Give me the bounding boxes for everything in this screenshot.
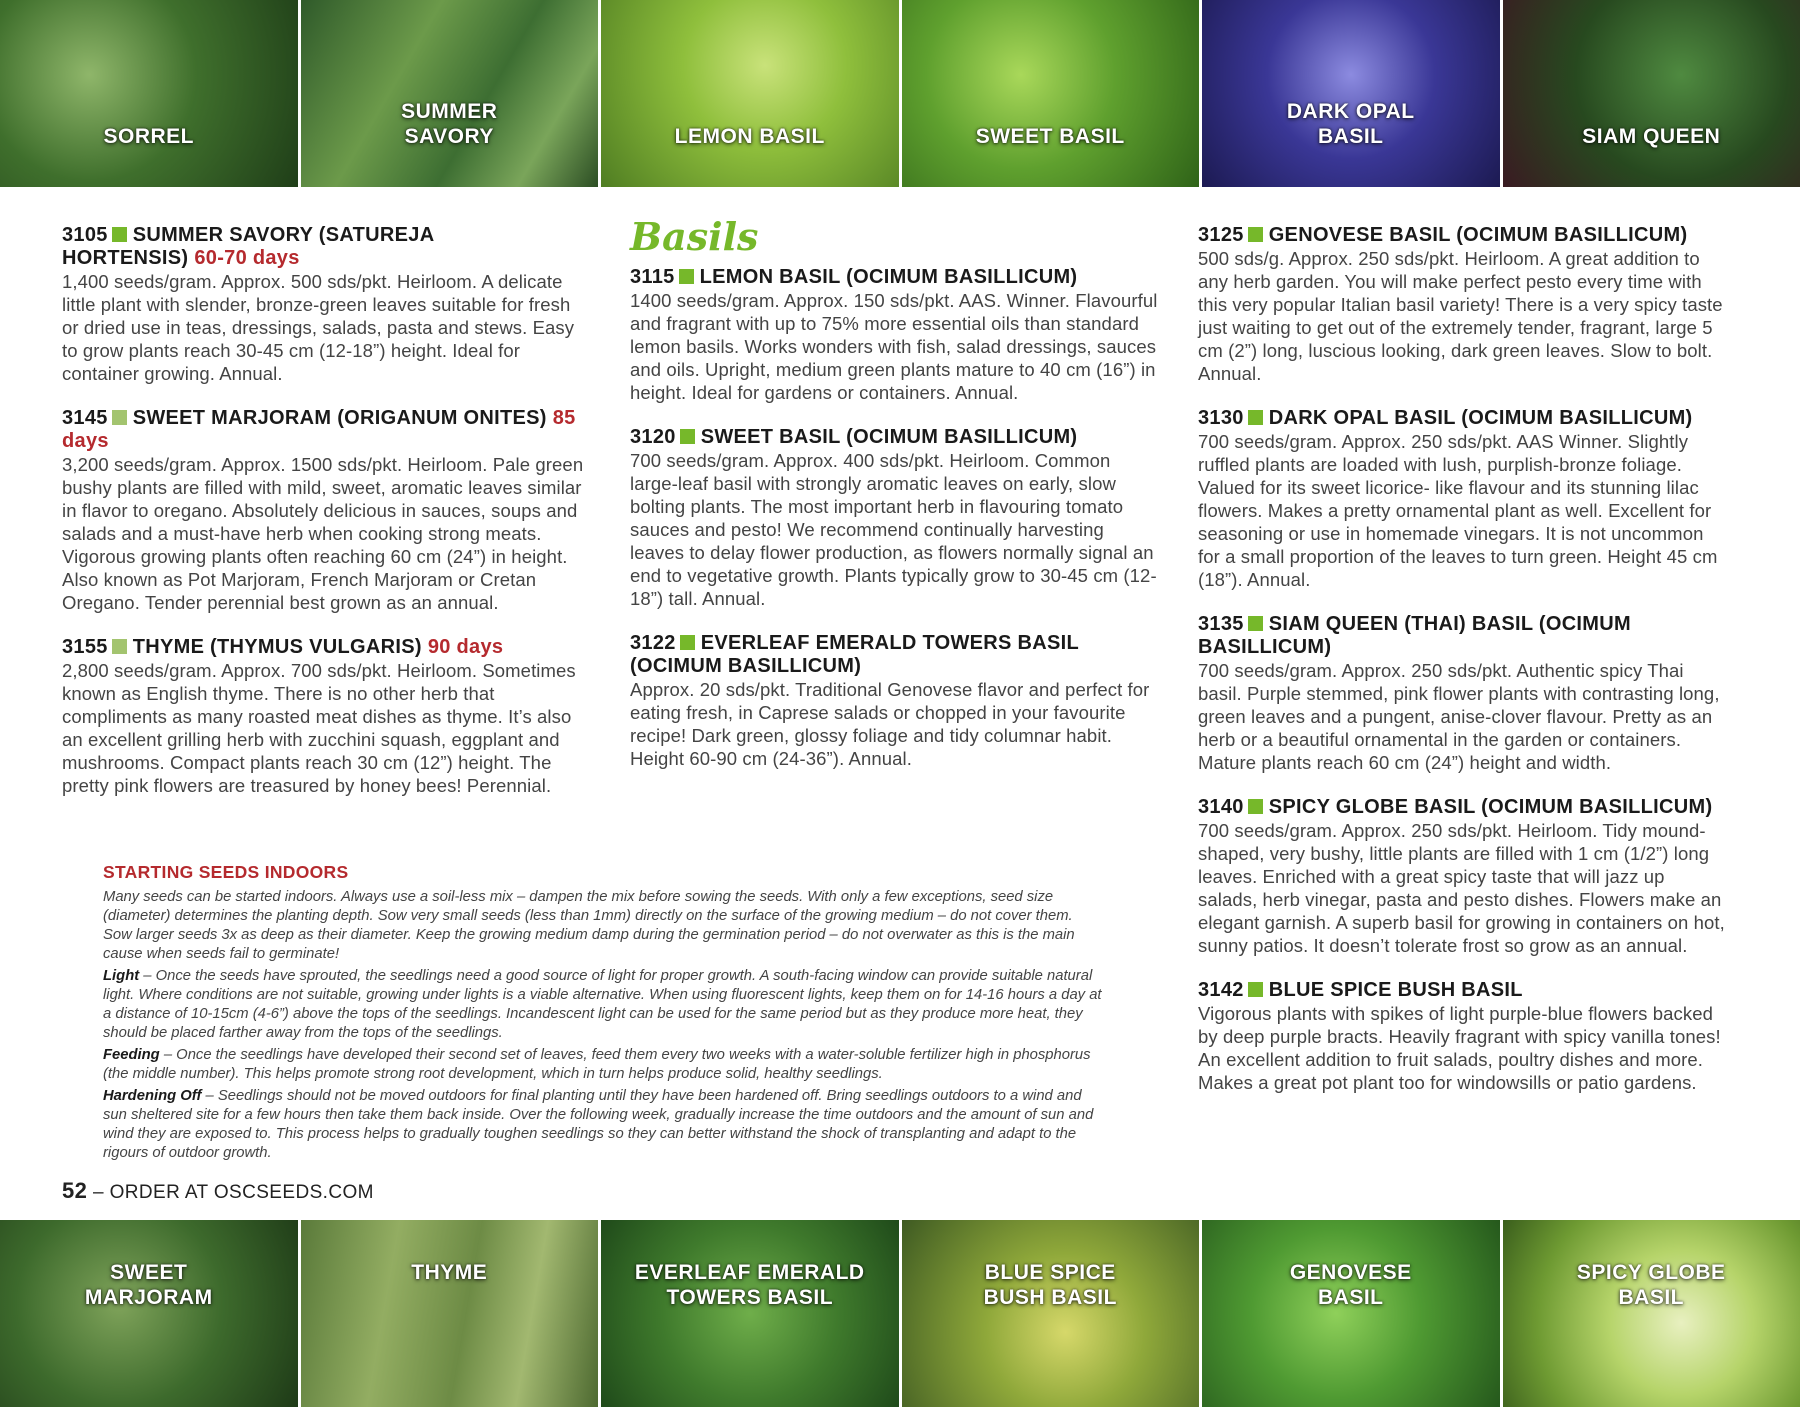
- product-3145: [62, 407, 592, 614]
- tips-title: STARTING SEEDS INDOORS: [103, 862, 349, 882]
- photo-caption: SIAM QUEEN: [1582, 125, 1721, 148]
- product-name: SWEET BASIL (OCIMUM BASILLICUM): [700, 426, 1078, 448]
- product-heading: [1198, 613, 1728, 659]
- square-bullet-icon: [112, 410, 127, 425]
- product-description: 700 seeds/gram. Approx. 250 sds/pkt. Heirloom. Tidy mound-shaped, very bushy, little plants are filled with 1 cm (1/2”) long leaves. Enriched with a great spicy taste that will jazz up salads, herb vinegar, pasta and pesto dishes. Flowers make an elegant garnish. A superb basil for growing in containers on hot, sunny patios. It doesn’t tolerate frost so grow as an annual.: [1198, 820, 1725, 956]
- tips-light: [103, 967, 1103, 1043]
- product-3115: [630, 266, 1160, 404]
- tips-feeding: [103, 1046, 1103, 1084]
- tips-hardening-text: – Seedlings should not be moved outdoors for final planting until they have been hardened off. Bring seedlings outdoors to a wind and sun sheltered site for a few hours then take them back inside. Over the following week, gradually increase the time outdoors and the amount of sun and wind they are exposed to. This process helps to gradually toughen seedlings so they can better withstand the shock of transplanting and adapt to the rigours of outdoor growth.: [103, 1088, 1094, 1161]
- photo-thyme: [301, 1220, 599, 1407]
- product-code: 3105: [62, 224, 108, 246]
- product-description: 1400 seeds/gram. Approx. 150 sds/pkt. AAS. Winner. Flavourful and fragrant with up to 75% more essential oils than standard lemon basils. Works wonders with fish, salad dressings, sauces and oils. Upright, medium green plants mature to 40 cm (16”) in height. Ideal for gardens or containers. Annual.: [630, 290, 1158, 403]
- tips-light-text: – Once the seeds have sprouted, the seedlings need a good source of light for proper growth. A south-facing window can provide suitable natural light. Where conditions are not suitable, growing under lights is a viable alternative. When using fluorescent lights, keep them on for 14-16 hours a day at a distance of 10-15cm (4-6”) above the tops of the seedlings. Incandescent light can be used for the same period but as they produce more heat, they should be placed farther away from the tops of the seedlings.: [103, 968, 1102, 1041]
- square-bullet-icon: [112, 227, 127, 242]
- photo-dark-opal-basil: [1202, 0, 1500, 187]
- photo-siam-queen: [1503, 0, 1800, 187]
- photo-caption: SPICY GLOBE BASIL: [1576, 1261, 1726, 1309]
- footer-dash: –: [87, 1182, 110, 1203]
- square-bullet-icon: [112, 639, 127, 654]
- product-code: 3142: [1198, 979, 1244, 1001]
- product-code: 3130: [1198, 407, 1244, 429]
- product-3105: [62, 224, 592, 385]
- bottom-photo-strip: [0, 1220, 1800, 1407]
- product-heading: [630, 426, 1160, 449]
- photo-sorrel: [0, 0, 298, 187]
- square-bullet-icon: [680, 429, 695, 444]
- photo-caption: GENOVESE BASIL: [1289, 1261, 1412, 1309]
- tips-feeding-text: – Once the seedlings have developed their second set of leaves, feed them every two weeks with a water-soluble fertilizer high in phosphorus (the middle number). This helps promote strong root development, which in turn helps produce solid, healthy seedlings.: [103, 1047, 1091, 1082]
- page-footer: [62, 1178, 374, 1204]
- product-heading: [1198, 224, 1728, 247]
- square-bullet-icon: [1248, 227, 1263, 242]
- product-code: 3115: [630, 266, 675, 288]
- product-3122: [630, 632, 1160, 770]
- photo-caption: SWEET BASIL: [975, 125, 1125, 148]
- product-heading: [1198, 407, 1728, 430]
- product-code: 3140: [1198, 796, 1244, 818]
- tips-hardening-label: Hardening Off: [103, 1088, 202, 1104]
- square-bullet-icon: [1248, 616, 1263, 631]
- product-description: 700 seeds/gram. Approx. 400 sds/pkt. Heirloom. Common large-leaf basil with strongly aromatic leaves on early, slow bolting plants. The most important herb in flavouring tomato sauces and pesto! We recommend continually harvesting leaves to delay flower production, as flowers normally signal an end to vegetative growth. Plants typically grow to 30-45 cm (12-18”) tall. Annual.: [630, 450, 1157, 609]
- square-bullet-icon: [1248, 799, 1263, 814]
- product-name: BLUE SPICE BUSH BASIL: [1268, 979, 1523, 1001]
- product-code: 3125: [1198, 224, 1244, 246]
- photo-spicy-globe-basil: [1503, 1220, 1800, 1407]
- product-description: Vigorous plants with spikes of light purple-blue flowers backed by deep purple bracts. Heavily fragrant with spicy vanilla tones! An excellent addition to fruit salads, poultry dishes and more. Makes a great pot plant too for windowsills or patio gardens.: [1198, 1003, 1721, 1093]
- top-photo-strip: [0, 0, 1800, 187]
- product-name: GENOVESE BASIL (OCIMUM BASILLICUM): [1268, 224, 1688, 246]
- product-name: DARK OPAL BASIL (OCIMUM BASILLICUM): [1268, 407, 1693, 429]
- product-heading: [630, 632, 1160, 678]
- product-description: 1,400 seeds/gram. Approx. 500 sds/pkt. Heirloom. A delicate little plant with slender, bronze-green leaves suitable for fresh or dried use in teas, dressings, salads, pasta and stews. Easy to grow plants reach 30-45 cm (12-18”) height. Ideal for container growing. Annual.: [62, 271, 575, 384]
- product-heading: [630, 266, 1160, 289]
- photo-caption: SORREL: [103, 125, 194, 148]
- product-code: 3155: [62, 636, 108, 658]
- product-description: 700 seeds/gram. Approx. 250 sds/pkt. AAS Winner. Slightly ruffled plants are loaded with lush, purplish-bronze foliage. Valued for its sweet licorice- like flavour and its stunning lilac flowers. Makes a pretty ornamental plant as well. Excellent for seasoning or use in homemade vinegars. It is not uncommon for a small proportion of the leaves to turn green. Height 45 cm (18”). Annual.: [1198, 431, 1718, 590]
- days-to-maturity: 90 days: [427, 636, 504, 658]
- product-description: 2,800 seeds/gram. Approx. 700 sds/pkt. Heirloom. Sometimes known as English thyme. There is no other herb that compliments as many roasted meat dishes as thyme. It’s also an excellent grilling herb with zucchini squash, eggplant and mushrooms. Compact plants reach 30 cm (12”) height. The pretty pink flowers are treasured by honey bees! Perennial.: [62, 660, 576, 796]
- photo-caption: BLUE SPICE BUSH BASIL: [983, 1261, 1117, 1309]
- photo-caption: THYME: [411, 1261, 488, 1284]
- photo-caption: LEMON BASIL: [674, 125, 825, 148]
- product-code: 3122: [630, 632, 676, 654]
- product-3130: [1198, 407, 1728, 591]
- section-title-basils: Basils: [630, 214, 759, 259]
- days-to-maturity: 60-70 days: [194, 247, 300, 269]
- square-bullet-icon: [1248, 410, 1263, 425]
- product-description: 3,200 seeds/gram. Approx. 1500 sds/pkt. Heirloom. Pale green bushy plants are filled with mild, sweet, aromatic leaves similar in flavor to oregano. Absolutely delicious in sauces, soups and salads and a must-have herb when cooking strong meats. Vigorous growing plants often reaching 60 cm (24”) in height. Also known as Pot Marjoram, French Marjoram or Cretan Oregano. Tender perennial best grown as an annual.: [62, 454, 584, 613]
- photo-lemon-basil: [601, 0, 899, 187]
- photo-sweet-basil: [902, 0, 1200, 187]
- tips-feeding-label: Feeding: [103, 1047, 160, 1063]
- product-code: 3145: [62, 407, 108, 429]
- photo-sweet-marjoram: [0, 1220, 298, 1407]
- starting-seeds-indoors-box: [103, 862, 1103, 1166]
- product-code: 3135: [1198, 613, 1244, 635]
- product-heading: [62, 636, 592, 659]
- product-name: SWEET MARJORAM (ORIGANUM ONITES): [132, 407, 547, 429]
- product-3140: [1198, 796, 1728, 957]
- photo-summer-savory: [301, 0, 599, 187]
- product-heading: [62, 224, 592, 270]
- product-3135: [1198, 613, 1728, 774]
- square-bullet-icon: [1248, 982, 1263, 997]
- product-code: 3120: [630, 426, 676, 448]
- photo-caption: SUMMER SAVORY: [401, 100, 498, 148]
- tips-hardening: [103, 1087, 1103, 1163]
- product-heading: [1198, 979, 1728, 1002]
- product-description: Approx. 20 sds/pkt. Traditional Genovese flavor and perfect for eating fresh, in Caprese salads or chopped in your favourite recipe! Dark green, glossy foliage and tidy columnar habit. Height 60-90 cm (24-36”). Annual.: [630, 679, 1150, 769]
- photo-everleaf-emerald-towers-basil: [601, 1220, 899, 1407]
- product-name: LEMON BASIL (OCIMUM BASILLICUM): [699, 266, 1078, 288]
- product-name: THYME (THYMUS VULGARIS): [132, 636, 422, 658]
- column-left: [62, 224, 592, 819]
- page-number: 52: [62, 1178, 88, 1203]
- square-bullet-icon: [679, 269, 694, 284]
- column-middle: [630, 214, 1160, 792]
- product-name: EVERLEAF EMERALD TOWERS BASIL (OCIMUM BASILLICUM): [630, 632, 1079, 677]
- column-right: [1198, 224, 1728, 1116]
- product-3125: [1198, 224, 1728, 385]
- product-name: SIAM QUEEN (THAI) BASIL (OCIMUM BASILLICUM): [1198, 613, 1631, 658]
- photo-genovese-basil: [1202, 1220, 1500, 1407]
- photo-caption: DARK OPAL BASIL: [1286, 100, 1415, 148]
- tips-intro: Many seeds can be started indoors. Always use a soil-less mix – dampen the mix before sowing the seeds. With only a few exceptions, seed size (diameter) determines the planting depth. Sow very small seeds (less than 1mm) directly on the surface of the growing medium – do not cover them. Sow larger seeds 3x as deep as their diameter. Keep the growing medium damp during the germination period – do not overwater as this is the main cause when seeds fail to germinate!: [103, 889, 1075, 962]
- product-heading: [62, 407, 592, 453]
- footer-order-link[interactable]: ORDER AT OSCSEEDS.COM: [109, 1182, 374, 1203]
- product-3120: [630, 426, 1160, 610]
- product-name: SPICY GLOBE BASIL (OCIMUM BASILLICUM): [1268, 796, 1713, 818]
- product-description: 700 seeds/gram. Approx. 250 sds/pkt. Authentic spicy Thai basil. Purple stemmed, pink flower plants with contrasting long, green leaves and a pungent, anise-clover flavour. Pretty as an herb or a beautiful ornamental in the garden or containers. Mature plants reach 60 cm (24”) height and width.: [1198, 660, 1720, 773]
- product-description: 500 sds/g. Approx. 250 sds/pkt. Heirloom. A great addition to any herb garden. You will make perfect pesto every time with this very popular Italian basil variety! There is a very spicy taste just waiting to get out of the extremely tender, fragrant, large 5 cm (2”) long, luscious looking, dark green leaves. Slow to bolt. Annual.: [1198, 248, 1723, 384]
- photo-caption: EVERLEAF EMERALD TOWERS BASIL: [634, 1261, 865, 1309]
- days-to-maturity: 85 days: [62, 407, 576, 452]
- product-heading: [1198, 796, 1728, 819]
- photo-caption: SWEET MARJORAM: [84, 1261, 213, 1309]
- product-3142: [1198, 979, 1728, 1094]
- tips-light-label: Light: [103, 968, 140, 984]
- product-3155: [62, 636, 592, 797]
- product-name: SUMMER SAVORY (SATUREJA HORTENSIS): [62, 224, 434, 269]
- square-bullet-icon: [680, 635, 695, 650]
- photo-blue-spice-bush-basil: [902, 1220, 1200, 1407]
